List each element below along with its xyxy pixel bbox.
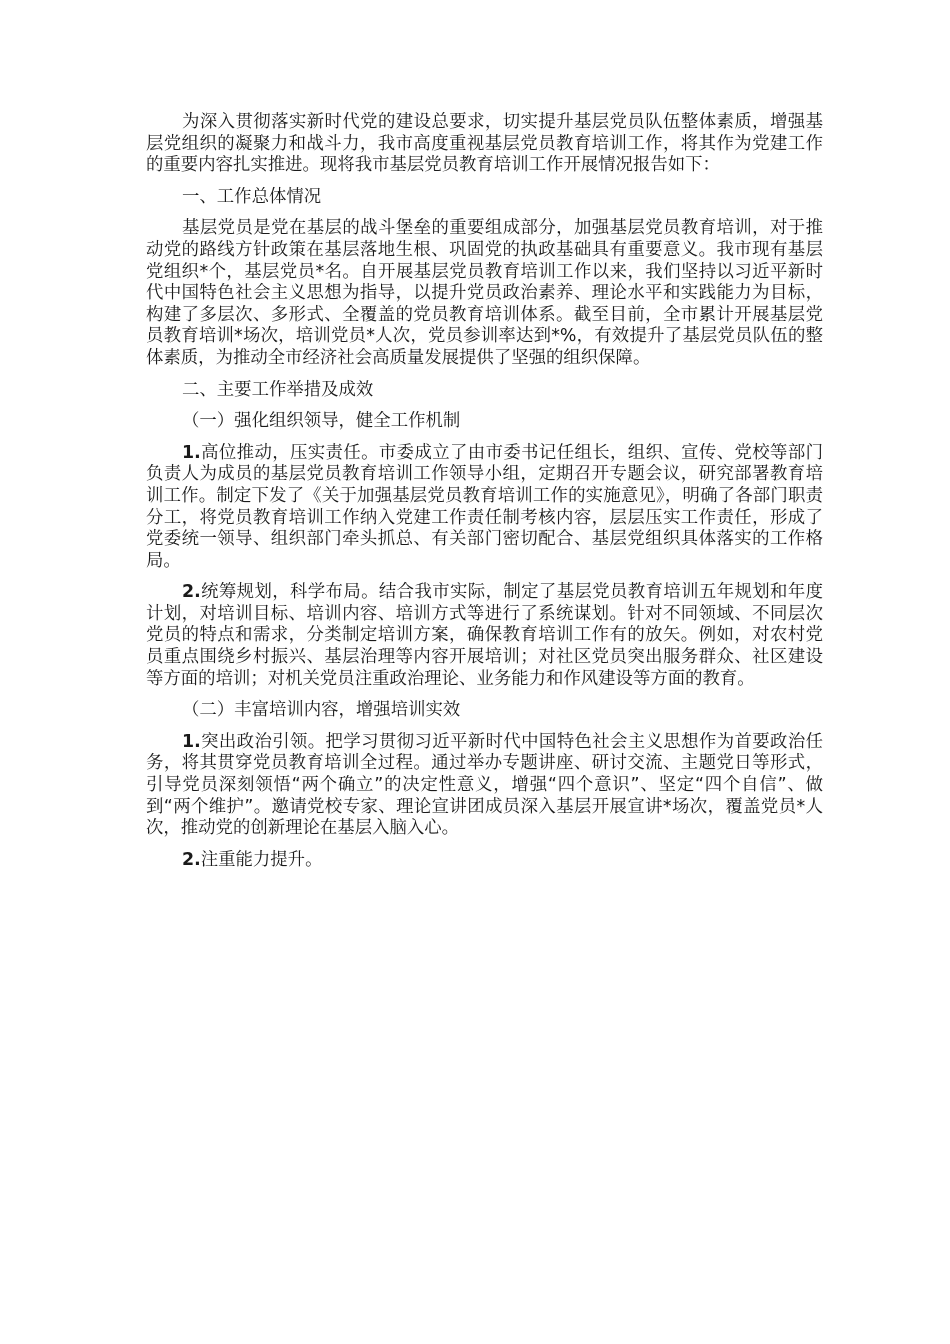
intro-paragraph: 为深入贯彻落实新时代党的建设总要求，切实提升基层党员队伍整体素质，增强基层党组织的凝聚力和战斗力，我市高度重视基层党员教育培训工作，将其作为党建工作的重要内容扎实推进。现将我市基层党员教育培训工作开展情况报告如下： <box>146 112 823 176</box>
item-text: 注重能力提升。 <box>200 849 323 870</box>
subsection-1-item-2 <box>146 582 823 690</box>
section-1-paragraph: 基层党员是党在基层的战斗堡垒的重要组成部分，加强基层党员教育培训，对于推动党的路线方针政策在基层落地生根、巩固党的执政基础具有重要意义。我市现有基层党组织*个，基层党员*名。自开展基层党员教育培训工作以来，我们坚持以习近平新时代中国特色社会主义思想为指导，以提升党员政治素养、理论水平和实践能力为目标，构建了多层次、多形式、全覆盖的党员教育培训体系。截至目前，全市累计开展基层党员教育培训*场次，培训党员*人次，党员参训率达到*%，有效提升了基层党员队伍的整体素质，为推动全市经济社会高质量发展提供了坚强的组织保障。 <box>146 218 823 368</box>
item-text: 统筹规划，科学布局。结合我市实际，制定了基层党员教育培训五年规划和年度计划，对培训目标、培训内容、培训方式等进行了系统谋划。针对不同领域、不同层次党员的特点和需求，分类制定培训方案，确保教育培训工作有的放矢。例如，对农村党员重点围绕乡村振兴、基层治理等内容开展培训；对社区党员突出服务群众、社区建设等方面的培训；对机关党员注重政治理论、业务能力和作风建设等方面的教育。 <box>146 582 823 689</box>
document-body <box>146 112 823 881</box>
subsection-2-item-2 <box>146 850 823 872</box>
item-number: 1. <box>182 442 201 463</box>
subsection-1-heading: （一）强化组织领导，健全工作机制 <box>182 411 461 432</box>
subsection-2-item-1 <box>146 732 823 840</box>
subsection-2-heading: （二）丰富培训内容，增强培训实效 <box>182 700 461 721</box>
item-number: 2. <box>182 849 201 870</box>
item-text: 突出政治引领。把学习贯彻习近平新时代中国特色社会主义思想作为首要政治任务，将其贯穿党员教育培训全过程。通过举办专题讲座、研讨交流、主题党日等形式，引导党员深刻领悟“两个确立”的决定性意义，增强“四个意识”、坚定“四个自信”、做到“两个维护”。邀请党校专家、理论宣讲团成员深入基层开展宣讲*场次，覆盖党员*人次，推动党的创新理论在基层入脑入心。 <box>146 731 823 839</box>
item-number: 2. <box>182 582 201 603</box>
section-1-heading: 一、工作总体情况 <box>182 186 322 207</box>
item-number: 1. <box>182 731 201 752</box>
section-2-heading: 二、主要工作举措及成效 <box>182 379 374 400</box>
item-text: 高位推动，压实责任。市委成立了由市委书记任组长，组织、宣传、党校等部门负责人为成员的基层党员教育培训工作领导小组，定期召开专题会议，研究部署教育培训工作。制定下发了《关于加强基层党员教育培训工作的实施意见》，明确了各部门职责分工，将党员教育培训工作纳入党建工作责任制考核内容，层层压实工作责任，形成了党委统一领导、组织部门牵头抓总、有关部门密切配合、基层党组织具体落实的工作格局。 <box>146 442 823 571</box>
subsection-1-item-1 <box>146 443 823 573</box>
